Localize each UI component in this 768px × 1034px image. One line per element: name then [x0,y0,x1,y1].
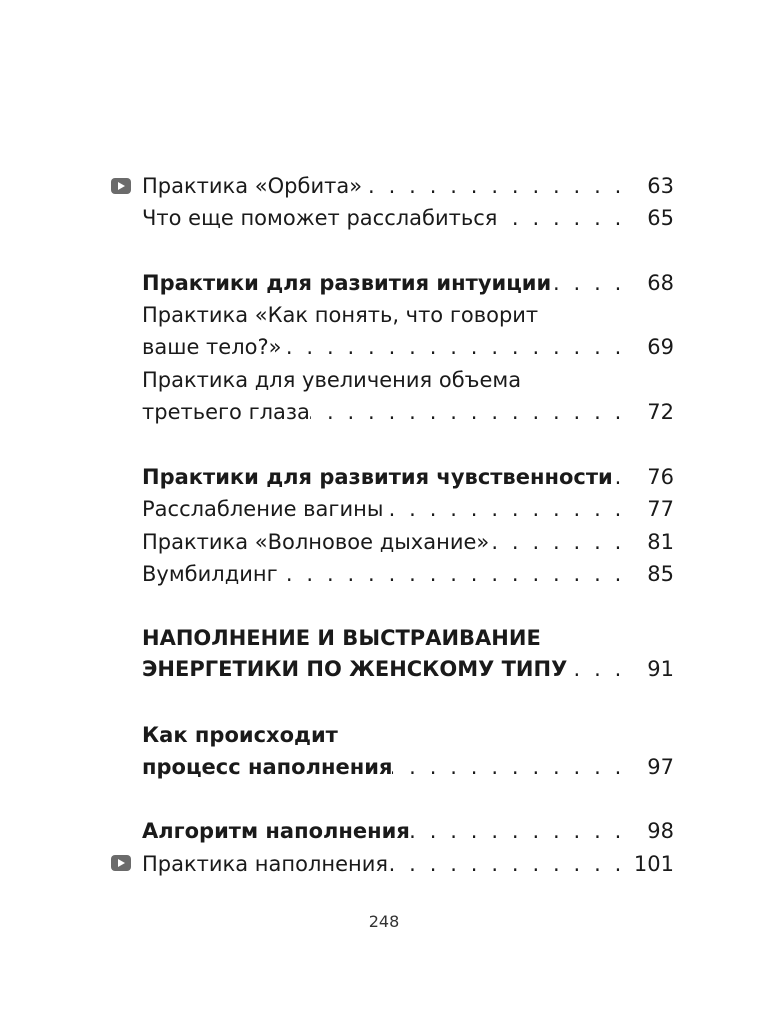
toc-entry-page: 76 [643,461,674,493]
toc-entry-title-line1: Практика для увеличения объема [142,368,522,392]
toc-section-title-line1: Как происходит [142,723,338,747]
toc-entry-page: 68 [643,267,674,299]
toc-entry-page: 91 [643,653,674,685]
video-play-icon [111,178,131,194]
toc-entry-title: процесс наполнения [142,751,392,783]
toc-entry-page: 63 [643,170,674,202]
toc-entry-page: 77 [643,493,674,525]
toc-entry-title-line1: Практика «Как понять, что говорит [142,303,539,327]
toc-chapter-heading[interactable] [142,653,674,685]
toc-entry-page: 72 [643,396,674,428]
toc-entry-title: Практика наполнения [142,848,388,880]
toc-entry[interactable] [142,331,674,363]
toc-section-heading[interactable] [142,815,674,847]
toc-entry[interactable] [142,202,674,234]
toc-section-heading[interactable] [142,267,674,299]
toc-entry-page: 101 [630,848,674,880]
toc-entry[interactable] [142,493,674,525]
toc-entry-page: 97 [643,751,674,783]
toc-entry-page: 81 [643,526,674,558]
toc-entry[interactable] [142,526,674,558]
page-number: 248 [368,912,400,931]
toc-entry-title: Практики для развития чувственности [142,461,613,493]
toc-entry[interactable] [142,558,674,590]
toc-entry-title: Вумбилдинг [142,558,278,590]
toc-entry-title: ваше тело?» [142,331,281,363]
toc-entry-title: Практика «Волновое дыхание» [142,526,489,558]
toc-entry-title: ЭНЕРГЕТИКИ ПО ЖЕНСКОМУ ТИПУ [142,653,567,685]
toc-section-heading[interactable] [142,751,674,783]
toc-section-heading[interactable] [142,461,674,493]
toc-entry-title: Алгоритм наполнения [142,815,410,847]
toc-entry-page: 98 [643,815,674,847]
toc-entry-title: Практика «Орбита» [142,170,362,202]
toc-entry-title: третьего глаза [142,396,310,428]
toc-entry-page: 85 [643,558,674,590]
toc-entry[interactable] [142,396,674,428]
toc-entry[interactable] [142,848,674,880]
toc-entry-page: 65 [643,202,674,234]
video-play-icon [111,855,131,871]
toc-entry[interactable] [142,170,674,202]
toc-entry-title: Практики для развития интуиции [142,267,551,299]
toc-entry-title: Расслабление вагины [142,493,383,525]
toc-entry-page: 69 [643,331,674,363]
toc-chapter-title-line1: НАПОЛНЕНИЕ И ВЫСТРАИВАНИЕ [142,626,541,650]
toc-entry-title: Что еще поможет расслабиться [142,202,497,234]
